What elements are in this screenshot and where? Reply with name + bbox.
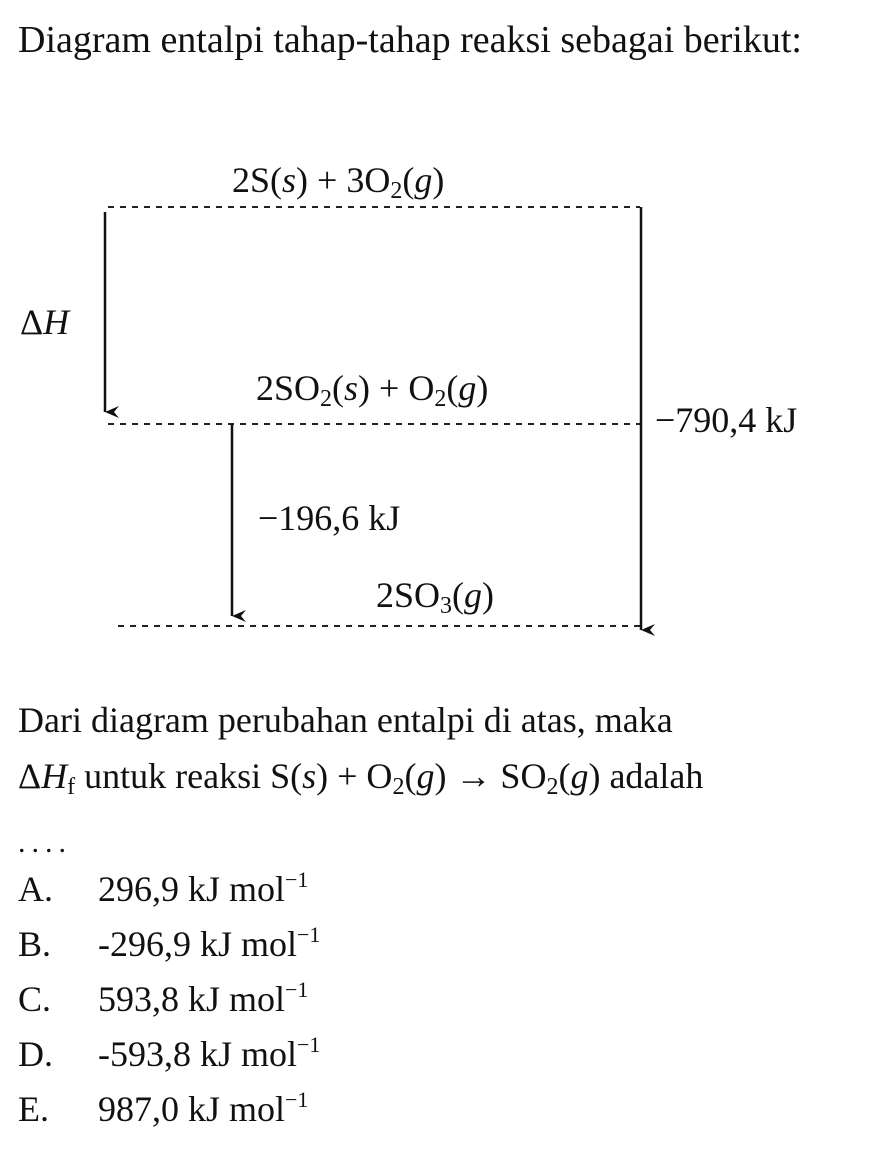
- question-dots: ....: [18, 826, 72, 859]
- axis-label: ΔH: [20, 302, 70, 342]
- level-bottom-label: $2SO_3(g)$: [376, 575, 495, 619]
- question-text: [18, 692, 873, 804]
- step-value-label: −196,6 kJ: [258, 498, 401, 538]
- level-mid-label: $2SO_2(s) + O_2(g)$: [256, 368, 489, 412]
- intro-text: Diagram entalpi tahap-tahap reaksi sebagai berikut:: [18, 19, 802, 61]
- level-top-label: $2S(s) + 3O_2(g)$: [232, 160, 445, 204]
- total-value-label: −790,4 kJ: [655, 400, 798, 440]
- question-line-2: $\Delta H_f$ untuk reaksi $S(s) + O_2(g) \to SO_2(g)$ adalah: [18, 756, 704, 800]
- question-line-1: Dari diagram perubahan entalpi di atas, maka: [18, 700, 673, 740]
